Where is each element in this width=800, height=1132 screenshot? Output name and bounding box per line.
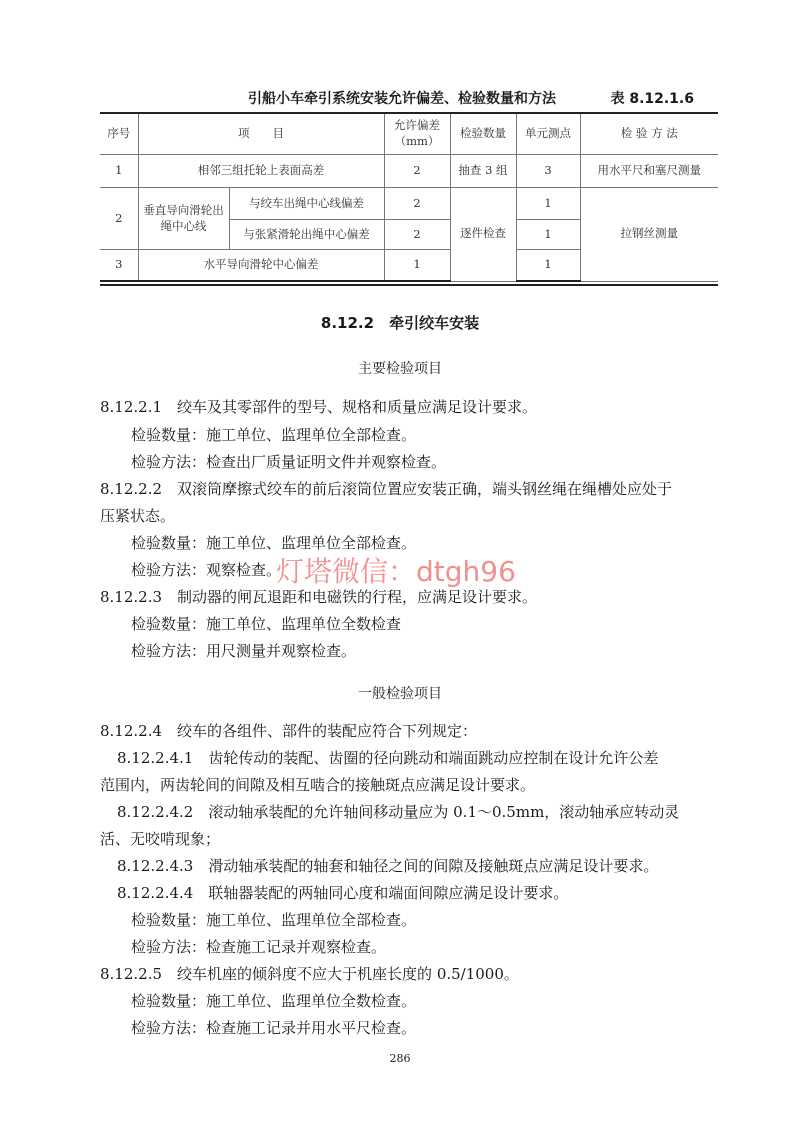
header-seq: 序号: [100, 113, 138, 155]
clause-id: 8.12.2.2: [100, 480, 163, 498]
clause-text-continued: 范围内，两齿轮间的间隙及相互啮合的接触斑点应满足设计要求。: [100, 776, 536, 794]
cell-points: 1: [516, 220, 580, 250]
quantity-line: 检验数量：施工单位、监理单位全部检查。: [131, 911, 417, 929]
header-points: 单元测点: [516, 113, 580, 155]
cell-tolerance: 2: [384, 155, 450, 188]
table-number: 表 8.12.1.6: [610, 91, 694, 107]
clause-id: 8.12.2.1: [100, 398, 163, 416]
clause-text: 滚动轴承装配的允许轴间移动量应为 0.1～0.5mm，滚动轴承应转动灵: [208, 803, 680, 821]
cell-seq: 3: [100, 250, 138, 282]
cell-seq: 1: [100, 155, 138, 188]
cell-seq: 2: [100, 188, 138, 250]
general-items-heading: 一般检验项目: [358, 686, 442, 702]
cell-quantity: 抽查 3 组: [450, 155, 516, 188]
main-items-heading: 主要检验项目: [358, 361, 442, 377]
cell-points: 1: [516, 188, 580, 220]
clause-8-12-2-4-1: [117, 747, 658, 768]
method-line: 检验方法：用尺测量并观察检查。: [131, 642, 357, 660]
clause-8-12-2-4-3: [117, 855, 658, 876]
method-line: 检验方法：检查施工记录并用水平尺检查。: [131, 1019, 417, 1037]
watermark: 灯塔微信：dtgh96: [276, 555, 516, 588]
clause-text: 滑动轴承装配的轴套和轴径之间的间隙及接触斑点应满足设计要求。: [208, 857, 659, 875]
clause-8-12-2-4-4: [117, 882, 568, 903]
clause-8-12-2-2: [100, 478, 672, 499]
clause-text-continued: 压紧状态。: [100, 507, 176, 525]
clause-8-12-2-1: [100, 396, 537, 417]
clause-id: 8.12.2.4.1: [117, 749, 194, 767]
table-row: [100, 188, 718, 220]
quantity-line: 检验数量：施工单位、监理单位全数检查: [131, 615, 402, 633]
header-item: 项 目: [138, 113, 384, 155]
method-line: 检验方法：检查出厂质量证明文件并观察检查。: [131, 453, 447, 471]
clause-id: 8.12.2.3: [100, 588, 163, 606]
cell-tolerance: 1: [384, 250, 450, 282]
table-bottom-rule: [100, 284, 718, 286]
clause-id: 8.12.2.4: [100, 722, 163, 740]
cell-quantity-shared: 逐件检查: [450, 188, 516, 282]
clause-id: 8.12.2.4.2: [117, 803, 194, 821]
cell-tolerance: 2: [384, 188, 450, 220]
clause-id: 8.12.2.4.3: [117, 857, 194, 875]
table-header-row: [100, 113, 718, 155]
quantity-line: 检验数量：施工单位、监理单位全部检查。: [131, 534, 417, 552]
clause-8-12-2-4: [100, 720, 477, 741]
cell-points: 3: [516, 155, 580, 188]
cell-subitem: 与绞车出绳中心线偏差: [229, 188, 384, 220]
quantity-line: 检验数量：施工单位、监理单位全数检查。: [131, 992, 417, 1010]
cell-tolerance: 2: [384, 220, 450, 250]
page-number: 286: [389, 1052, 411, 1065]
clause-text: 绞车及其零部件的型号、规格和质量应满足设计要求。: [177, 398, 538, 416]
clause-text: 绞车的各组件、部件的装配应符合下列规定：: [177, 722, 478, 740]
clause-text-continued: 活、无咬啃现象；: [100, 830, 221, 848]
cell-method: 用水平尺和塞尺测量: [580, 155, 718, 188]
cell-item: 相邻三组托轮上表面高差: [138, 155, 384, 188]
clause-text: 制动器的闸瓦退距和电磁铁的行程，应满足设计要求。: [177, 588, 538, 606]
quantity-line: 检验数量：施工单位、监理单位全部检查。: [131, 426, 417, 444]
cell-method-shared: 拉钢丝测量: [580, 188, 718, 282]
cell-group: 垂直导向滑轮出绳中心线: [138, 188, 229, 250]
clause-id: 8.12.2.4.4: [117, 884, 194, 902]
table-caption: [100, 88, 718, 110]
section-title: 8.12.2 牵引绞车安装: [320, 314, 480, 332]
header-tolerance: 允许偏差（mm）: [384, 113, 450, 155]
header-quantity: 检验数量: [450, 113, 516, 155]
cell-subitem: 与张紧滑轮出绳中心偏差: [229, 220, 384, 250]
clause-text: 双滚筒摩擦式绞车的前后滚筒位置应安装正确，端头钢丝绳在绳槽处应处于: [177, 480, 673, 498]
method-line: 检验方法：检查施工记录并观察检查。: [131, 938, 387, 956]
header-method: 检 验 方 法: [580, 113, 718, 155]
clause-8-12-2-4-2: [117, 801, 679, 822]
clause-id: 8.12.2.5: [100, 965, 163, 983]
tolerance-table: [100, 112, 718, 282]
cell-points: 1: [516, 250, 580, 282]
clause-text: 联轴器装配的两轴同心度和端面间隙应满足设计要求。: [208, 884, 569, 902]
table-row: [100, 155, 718, 188]
clause-text: 绞车机座的倾斜度不应大于机座长度的 0.5/1000。: [177, 965, 519, 983]
table-title: 引船小车牵引系统安装允许偏差、检验数量和方法: [248, 91, 556, 107]
clause-text: 齿轮传动的装配、齿圈的径向跳动和端面跳动应控制在设计允许公差: [208, 749, 659, 767]
clause-8-12-2-5: [100, 963, 519, 984]
method-line: 检验方法：观察检查。: [131, 561, 282, 579]
cell-item: 水平导向滑轮中心偏差: [138, 250, 384, 282]
